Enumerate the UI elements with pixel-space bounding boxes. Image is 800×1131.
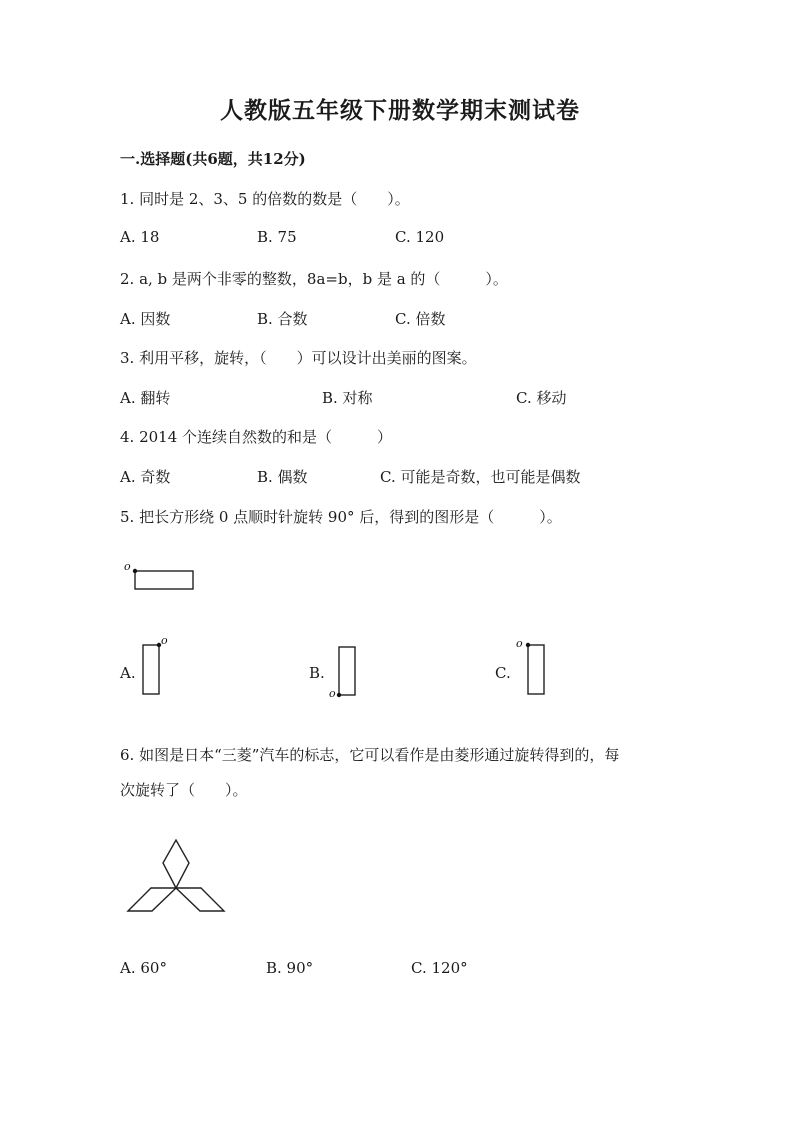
q5-option-b-label: B. — [309, 664, 325, 682]
question-2-text: 2. a, b 是两个非零的整数，8a=b，b 是 a 的（ ）。 — [120, 270, 508, 288]
svg-text:o: o — [329, 687, 336, 700]
q6-option-c: C. 120° — [411, 959, 468, 977]
q3-option-a: A. 翻转 — [120, 389, 171, 407]
q2-option-b: B. 合数 — [257, 310, 308, 328]
svg-text:o: o — [161, 634, 168, 647]
q3-option-b: B. 对称 — [322, 389, 373, 407]
q5-option-c-label: C. — [495, 664, 511, 682]
q2-option-c: C. 倍数 — [395, 310, 446, 328]
q5-option-a-figure — [143, 634, 168, 694]
q4-option-a: A. 奇数 — [120, 468, 171, 486]
q6-option-a: A. 60° — [120, 959, 167, 977]
page-title: 人教版五年级下册数学期末测试卷 — [220, 97, 580, 124]
q6-option-b: B. 90° — [266, 959, 314, 977]
question-3-text: 3. 利用平移，旋转，（ ）可以设计出美丽的图案。 — [120, 349, 477, 367]
q4-option-c: C. 可能是奇数，也可能是偶数 — [380, 468, 581, 486]
q6-mitsubishi-logo-figure — [128, 840, 224, 911]
q4-option-b: B. 偶数 — [257, 468, 308, 486]
question-5-text: 5. 把长方形绕 0 点顺时针旋转 90° 后，得到的图形是（ ）。 — [120, 508, 562, 526]
q1-option-a: A. 18 — [120, 228, 160, 246]
q1-option-c: C. 120 — [395, 228, 445, 246]
q5-original-rectangle — [124, 560, 193, 589]
q5-option-b-figure — [329, 647, 355, 700]
q5-option-a-label: A. — [120, 664, 136, 682]
q5-option-c-figure — [516, 637, 544, 694]
question-4-text: 4. 2014 个连续自然数的和是（ ） — [120, 428, 393, 446]
question-1-text: 1. 同时是 2、3、5 的倍数的数是（ ）。 — [120, 190, 410, 208]
q1-option-b: B. 75 — [257, 228, 297, 246]
question-6-text-line2: 次旋转了（ ）。 — [120, 781, 248, 799]
section-heading: 一.选择题(共6题，共12分) — [120, 150, 306, 168]
q5-point-o-label: o — [124, 560, 131, 573]
q2-option-a: A. 因数 — [120, 310, 171, 328]
svg-text:o: o — [516, 637, 523, 650]
question-6-text-line1: 6. 如图是日本“三菱”汽车的标志，它可以看作是由菱形通过旋转得到的，每 — [120, 746, 620, 764]
q3-option-c: C. 移动 — [516, 389, 567, 407]
